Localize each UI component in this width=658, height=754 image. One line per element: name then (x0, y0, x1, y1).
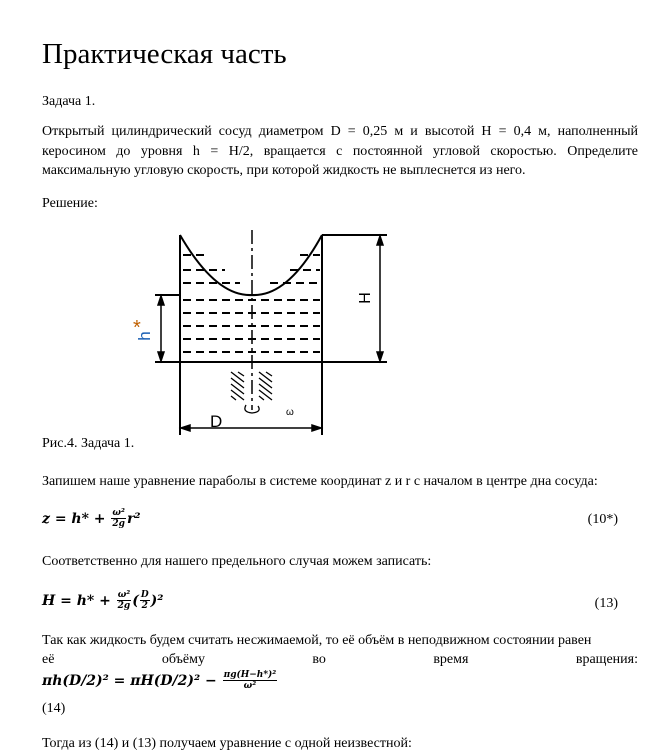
paragraph: Соответственно для нашего предельного случая можем записать: (42, 554, 432, 569)
solution-label: Решение: (42, 196, 98, 211)
eq-num: D (140, 590, 149, 600)
label-omega: ω (286, 407, 294, 418)
eq-text: πh(D/2)² = πH(D/2)² − (42, 672, 222, 689)
equation-14 (42, 670, 638, 698)
eq-den: 2 (141, 601, 148, 611)
equation-13: H = h* + $\frac{\text{ω²}}{2g}$ ( $\frac{D}{2}$ )² (13) (42, 590, 618, 611)
figure-caption: Рис.4. Задача 1. (42, 436, 135, 451)
eq-text: r² (126, 510, 141, 527)
word: её (42, 652, 55, 667)
eq-text: z = h* + (42, 510, 111, 527)
eq-den: ω² (243, 681, 257, 691)
eq-num: πg(H−h*)² (223, 670, 277, 680)
equation-number: (13) (594, 596, 618, 611)
word: объёму (161, 652, 205, 667)
equation-number: (14) (42, 701, 66, 716)
eq-den: 2g (112, 519, 125, 529)
label-h: h (135, 331, 154, 341)
label-D: D (210, 412, 223, 431)
paragraph-justified-line (42, 650, 638, 670)
paragraph: Запишем наше уравнение параболы в системе координат z и r с началом в центре дна сосуда: (42, 474, 598, 489)
eq-num: ω² (112, 508, 125, 518)
page-title: Практическая часть (42, 38, 287, 70)
equation-number: (10*) (587, 512, 618, 527)
word: время (433, 652, 469, 667)
label-H: H (357, 292, 374, 304)
label-star: * (133, 317, 141, 339)
eq-den: 2g (117, 601, 131, 611)
task-label: Задача 1. (42, 94, 96, 109)
paragraph: Тогда из (14) и (13) получаем уравнение с одной неизвестной: (42, 736, 412, 751)
equation-10 (42, 508, 638, 534)
task-text: Открытый цилиндрический сосуд диаметром D = 0,25 м и высотой H = 0,4 м, наполненный керосином до уровня h = H/2, вращается с постоянной угловой скоростью. Определите максимальную угловую скорость, при которой жидкость не выплеснется из него. (42, 124, 638, 178)
word: вращения: (575, 652, 638, 667)
eq-text: H = h* + (42, 592, 116, 609)
paragraph: Так как жидкость будем считать несжимаемой, то её объём в неподвижном состоянии равен (42, 633, 592, 648)
eq-num: ω² (117, 590, 131, 600)
word: во (312, 652, 326, 667)
